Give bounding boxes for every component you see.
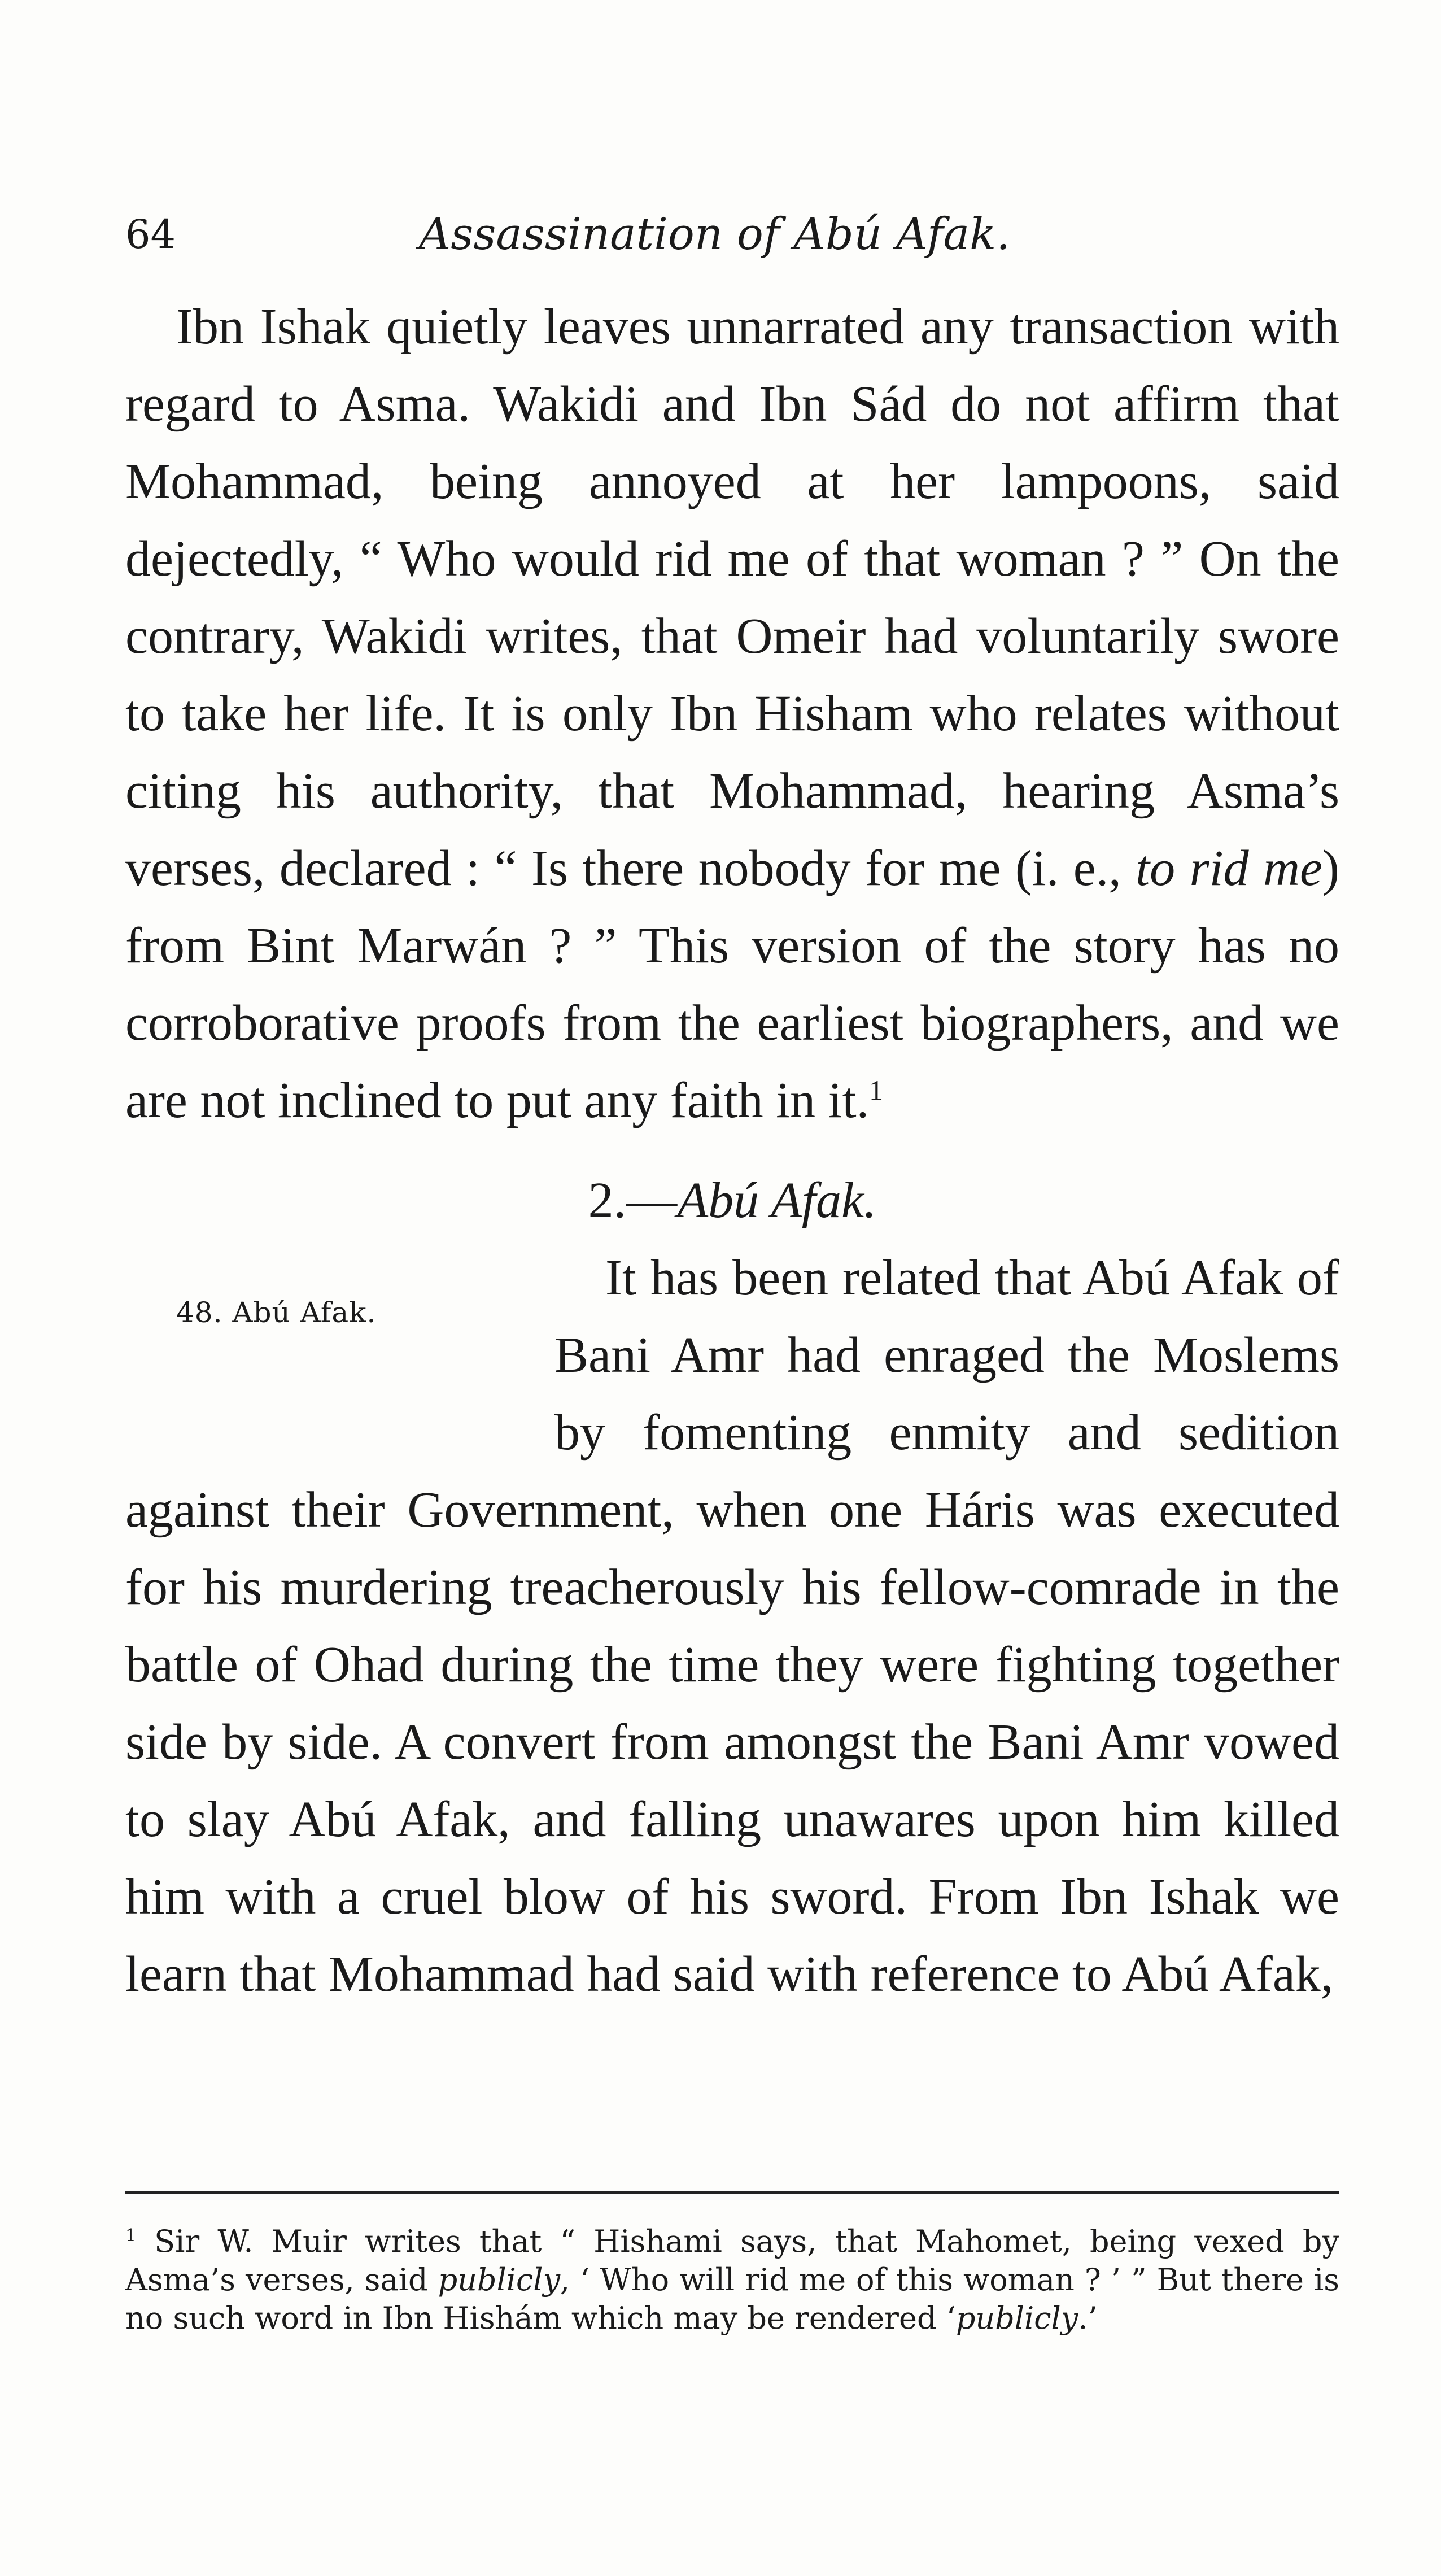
paragraph-text: It has been related that Abú Afak of Bani Amr had enraged the Moslems by fomenting enmity and sedition against their Government, when one Háris was executed for his murdering treacherously his fellow-comrade in the battle of Ohad during the time they were fighting together side by side. A convert from amongst the Bani Amr vowed to slay Abú Afak, and falling unawares upon him killed him with a cruel blow of his sword. From Ibn Ishak we learn that Mohammad had said with reference to Abú Afak, (125, 1250, 1339, 2002)
margin-note: 48. Abú Afak. (176, 1296, 377, 1329)
footnote-italic: publicly (955, 2300, 1078, 2336)
footnote (125, 2222, 1339, 2338)
footnotes (125, 2222, 1339, 2338)
paragraph-abu-afak (125, 1239, 1339, 2013)
footnote-divider (125, 2191, 1339, 2194)
section-title: Abú Afak. (677, 1173, 877, 1228)
footnote-reference: 1 (869, 1075, 883, 1106)
main-text (125, 288, 1339, 2013)
page-header (125, 203, 1339, 265)
paragraph-text-continued: ) from Bint Marwán ? ” This version of the story has no corroborative proofs from the earliest biographers, and we are not inclined to put any faith in it. (125, 840, 1339, 1128)
footnote-text: Sir W. Muir writes that “ Hishami says, that Mahomet, being vexed by Asma’s verses, said (125, 2224, 1339, 2298)
section-heading (125, 1162, 1339, 1239)
margin-note-float (125, 1239, 554, 1397)
running-title: Assassination of Abú Afak. (419, 209, 1011, 260)
paragraph-text: Ibn Ishak quietly leaves unnarrated any transaction with regard to Asma. Wakidi and Ibn Sád do not affirm that Mohammad, being annoyed at her lampoons, said dejectedly, “ Who would rid me of that woman ? ” On the contrary, Wakidi writes, that Omeir had voluntarily swore to take her life. It is only Ibn Hisham who relates without citing his authority, that Mohammad, hearing Asma’s verses, declared : “ Is there nobody for me (i. e., (125, 299, 1339, 896)
page-number: 64 (125, 211, 176, 258)
footnote-text-end: .’ (1078, 2300, 1098, 2336)
footnote-italic: publicly (438, 2262, 561, 2298)
footnote-text-continued: , ‘ Who will rid me of this woman ? ’ ” But there is no such word in Ibn Hishám which may be rendered ‘ (125, 2262, 1339, 2336)
footnote-marker: 1 (125, 2226, 136, 2246)
paragraph-asma (125, 288, 1339, 1139)
section-number: 2.— (588, 1173, 678, 1228)
italic-phrase: to rid me (1136, 840, 1322, 896)
